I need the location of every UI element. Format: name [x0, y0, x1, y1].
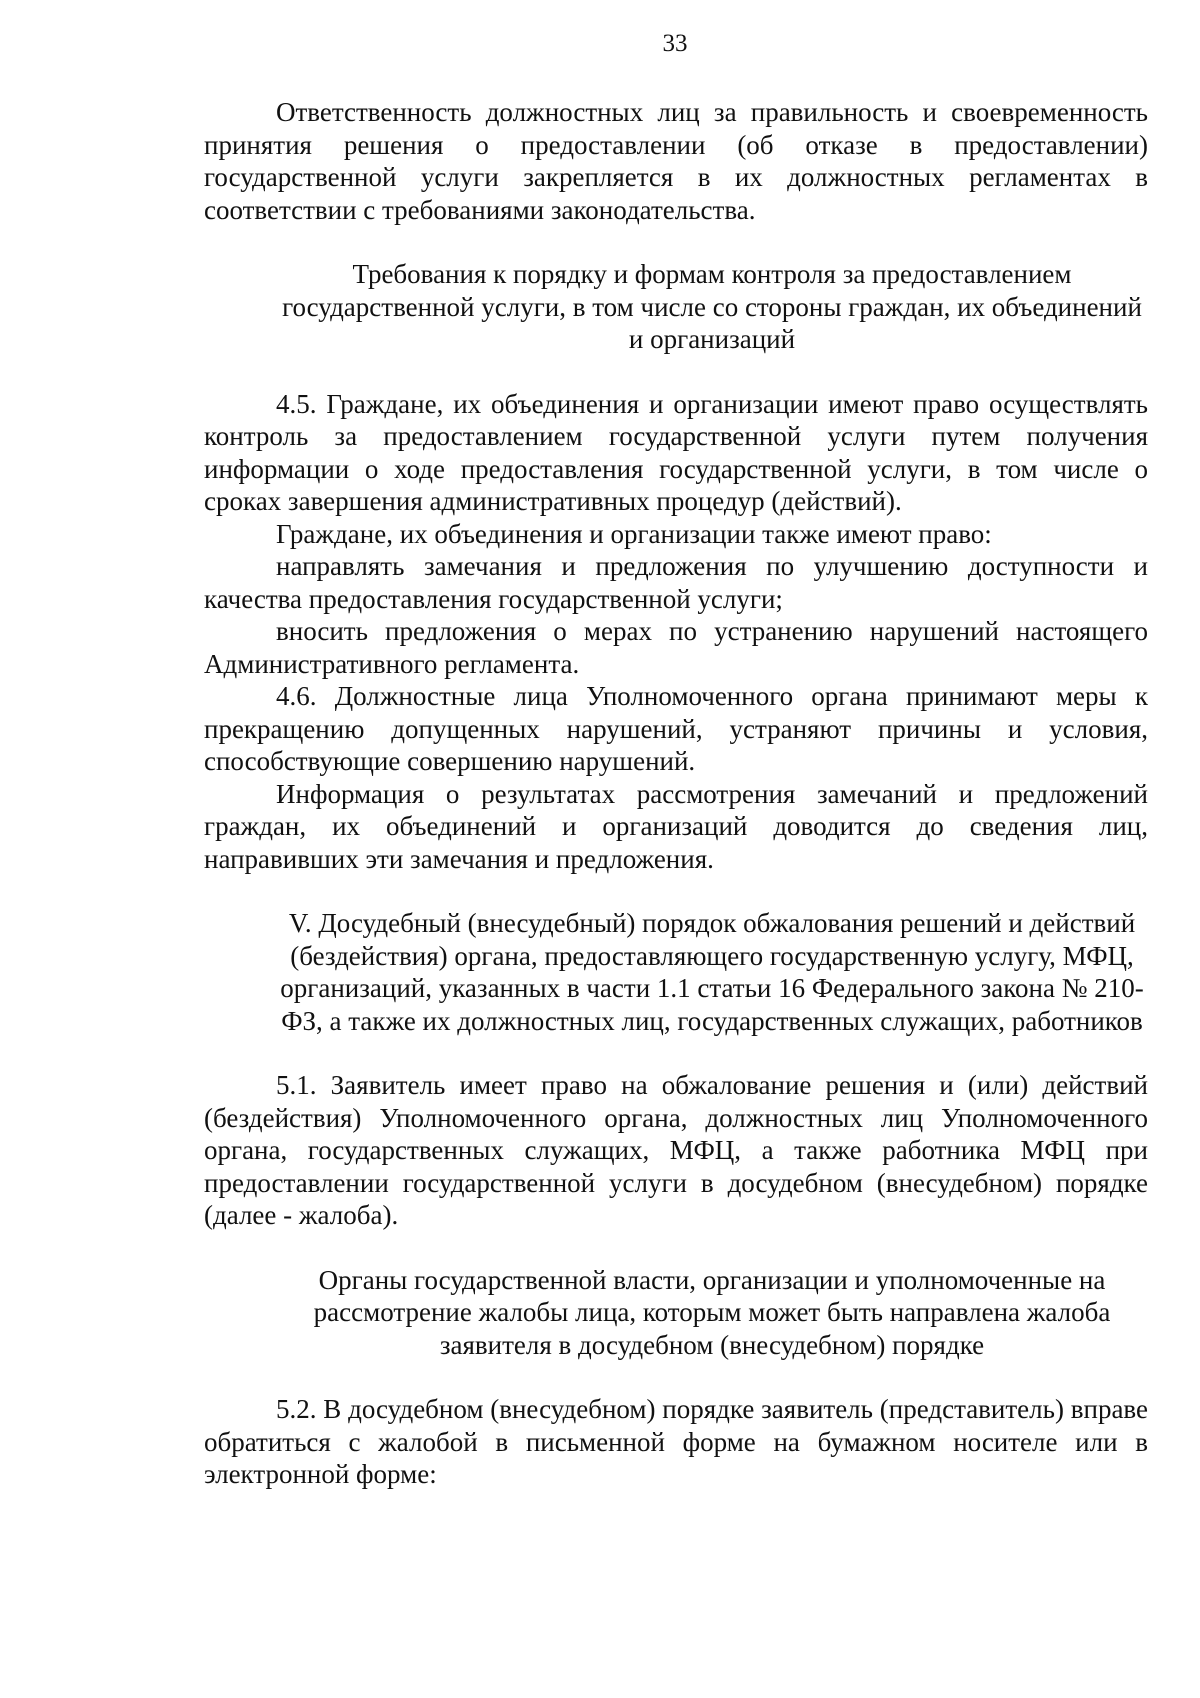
paragraph-4-6: 4.6. Должностные лица Уполномоченного органа принимают меры к прекращению допущенных нарушений, устраняют причины и условия, способствующие совершению нарушений.	[204, 681, 1148, 776]
page-body	[204, 96, 1148, 1491]
heading-control-requirements: Требования к порядку и формам контроля за предоставлением государственной услуги, в том числе со стороны граждан, их объединений и организаций	[282, 259, 1142, 354]
spacer	[204, 1361, 1148, 1393]
heading-authorities: Органы государственной власти, организации и уполномоченные на рассмотрение жалобы лица, которым может быть направлена жалоба заявителя в досудебном (внесудебном) порядке	[313, 1264, 1111, 1360]
paragraph-4-5: 4.5. Граждане, их объединения и организации имеют право осуществлять контроль за предоставлением государственной услуги путем получения информации о ходе предоставления государственной услуги, в том числе о сроках завершения административных процедур (действий).	[204, 388, 1148, 516]
paragraph-results-info: Информация о результатах рассмотрения замечаний и предложений граждан, их объединений и организаций доводится до сведения лиц, направивших эти замечания и предложения.	[204, 778, 1148, 874]
paragraph-5-1: 5.1. Заявитель имеет право на обжалование решения и (или) действий (бездействия) Уполномоченного органа, должностных лиц Уполномоченного органа, государственных служащих, МФЦ, а также работника МФЦ при предоставлении государственной услуги в досудебном (внесудебном) порядке (далее - жалоба).	[204, 1070, 1148, 1230]
paragraph-send-remarks: направлять замечания и предложения по улучшению доступности и качества предоставления государственной услуги;	[204, 551, 1148, 614]
paragraph-make-proposals: вносить предложения о мерах по устранению нарушений настоящего Административного регламента.	[204, 616, 1148, 679]
spacer	[204, 875, 1148, 907]
spacer	[204, 1232, 1148, 1264]
spacer	[204, 1037, 1148, 1069]
spacer	[204, 226, 1148, 258]
spacer	[204, 356, 1148, 388]
page-number: 33	[662, 30, 688, 57]
paragraph-5-2: 5.2. В досудебном (внесудебном) порядке заявитель (представитель) вправе обратиться с жалобой в письменной форме на бумажном носителе или в электронной форме:	[204, 1394, 1148, 1489]
paragraph-responsibility: Ответственность должностных лиц за правильность и своевременность принятия решения о предоставлении (об отказе в предоставлении) государственной услуги закрепляется в их должностных регламентах в соответствии с требованиями законодательства.	[204, 97, 1148, 225]
heading-section-v: V. Досудебный (внесудебный) порядок обжалования решений и действий (бездействия) органа, предоставляющего государственную услугу, МФЦ, организаций, указанных в части 1.1 статьи 16 Федерального закона № 210-ФЗ, а также их должностных лиц, государственных служащих, работников	[280, 908, 1144, 1036]
paragraph-citizens-rights: Граждане, их объединения и организации также имеют право:	[276, 518, 992, 549]
